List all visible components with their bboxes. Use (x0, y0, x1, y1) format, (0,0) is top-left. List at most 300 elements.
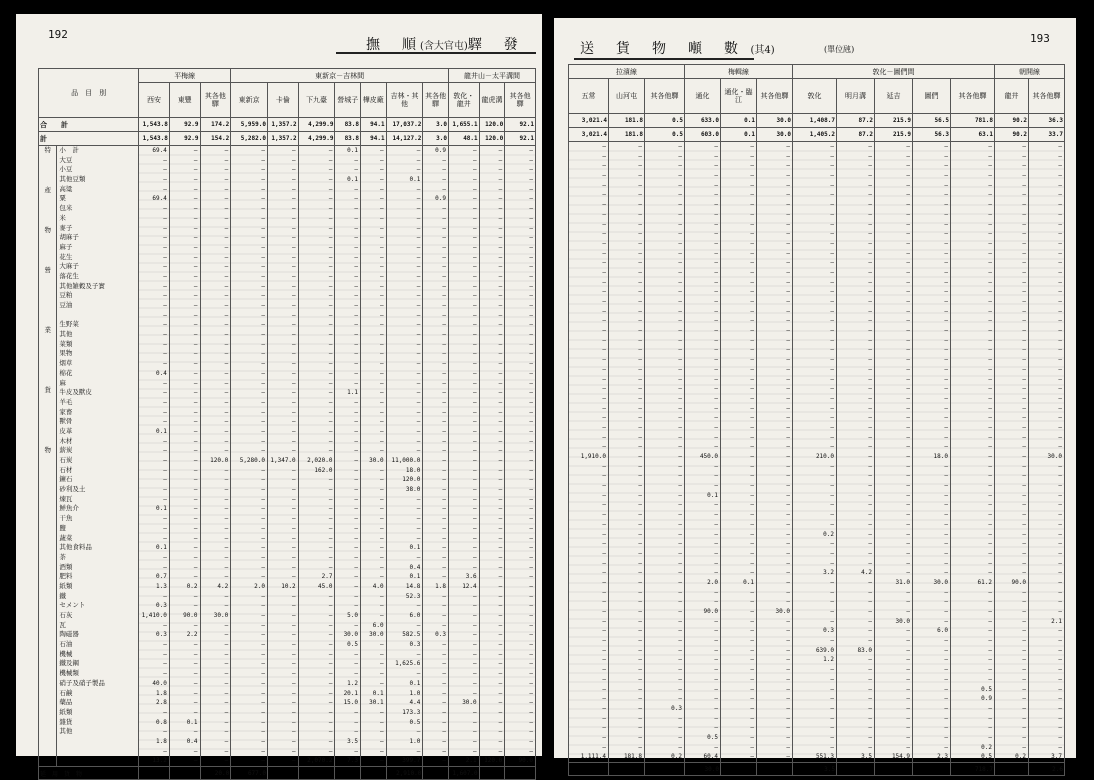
cell-value: — (988, 230, 992, 238)
cell-value: — (868, 520, 872, 528)
column-header: 圖們 (913, 79, 951, 114)
cell-value: — (944, 239, 948, 247)
cell-value: — (416, 253, 421, 261)
cell-value: — (714, 482, 718, 490)
cell-value: — (678, 549, 682, 557)
cell-value: 30.0 (369, 457, 384, 464)
item-label: 藥品 (59, 698, 73, 707)
cell-value: — (638, 482, 642, 490)
cell-value: — (750, 181, 754, 189)
cell-value: — (868, 201, 872, 209)
column-header: 樺皮廠 (361, 83, 387, 118)
cell-value: — (261, 679, 265, 687)
cell-value: — (498, 340, 503, 348)
cell-value: — (602, 569, 606, 577)
cell-value: — (988, 220, 992, 228)
cell-value: — (830, 365, 834, 373)
cell-value: 1.0 (409, 689, 421, 697)
cell-value: — (906, 365, 910, 373)
cell-value: — (1022, 249, 1026, 257)
cell-value: — (1022, 191, 1026, 199)
cell-value: — (714, 598, 718, 606)
cell-value: — (354, 747, 359, 755)
cell-value: — (163, 302, 167, 309)
cell-value: — (678, 394, 682, 402)
cell-value: 4,299.9 (298, 132, 335, 146)
cell-value: — (292, 166, 296, 174)
cell-value: — (678, 530, 682, 538)
cell-value: — (163, 592, 167, 600)
cell-value: — (163, 292, 167, 300)
cell-value: — (292, 398, 296, 406)
cell-value: 120.0 (479, 118, 505, 132)
cell-value: — (498, 243, 503, 251)
cell-value: — (261, 350, 265, 358)
cell-value: — (678, 181, 682, 189)
cell-value: — (944, 191, 948, 199)
cell-value: — (678, 501, 682, 509)
cell-value: 92.9 (169, 132, 200, 146)
cell-value: — (1022, 201, 1026, 209)
cell-value: — (714, 239, 718, 247)
cell-value: 1.8 (156, 737, 167, 745)
cell-value: — (638, 152, 642, 160)
cell-value: — (1022, 220, 1026, 228)
cell-value: — (292, 427, 296, 435)
title-main: 送 貨 物 噸 數 (580, 41, 742, 57)
cell-value: — (224, 757, 229, 765)
cell-value: — (602, 530, 606, 538)
cell-value: — (714, 356, 718, 364)
column-header: 延吉 (875, 79, 913, 114)
cell-value: 31.0 (895, 578, 910, 586)
cell-value: — (193, 331, 198, 339)
cell-value: 6.0 (409, 612, 421, 619)
cell-value (995, 763, 1029, 776)
cell-value: 0.5 (645, 128, 685, 142)
cell-value: 30.0 (462, 699, 477, 707)
cell-value: — (224, 718, 229, 726)
cell-value: 1,405.2 (793, 128, 837, 142)
cell-value: — (473, 747, 477, 755)
cell-value: — (442, 544, 446, 552)
cell-value: 90.0 (518, 757, 533, 765)
cell-value: — (529, 263, 533, 271)
cell-value: — (830, 201, 834, 209)
cell-value: — (638, 298, 642, 305)
cell-value: — (379, 176, 384, 184)
column-header: 敦化・龍井 (448, 83, 479, 118)
cell-value: — (1058, 220, 1062, 228)
cell-value: — (602, 423, 606, 431)
cell-value: 83.8 (335, 132, 361, 146)
cell-value: — (1022, 627, 1026, 635)
cell-value: — (906, 375, 910, 383)
cell-value: — (678, 608, 682, 615)
cell-value: 7.3 (347, 757, 359, 765)
cell-value: — (261, 505, 265, 513)
cell-value: 2,070.2 (307, 757, 333, 765)
cell-value: — (1058, 181, 1062, 189)
item-label: 果物 (59, 349, 73, 358)
cell-value: — (193, 670, 198, 678)
cell-value: — (224, 563, 229, 571)
cell-value: — (988, 172, 992, 180)
cell-value: 0.2 (823, 530, 834, 538)
cell-value: — (1022, 540, 1026, 548)
cell-value: — (529, 147, 533, 154)
cell-value: — (473, 505, 477, 513)
cell-value: — (498, 350, 503, 358)
cell-value: — (529, 592, 533, 600)
cell-value (875, 763, 913, 776)
cell-value: — (944, 365, 948, 373)
cell-value: — (292, 737, 296, 745)
cell-value: — (224, 505, 229, 513)
cell-value: 3.5 (347, 737, 359, 745)
cell-value: — (498, 476, 503, 484)
cell-value: — (1022, 656, 1026, 664)
cell-value: — (1058, 143, 1062, 150)
cell-value: — (416, 379, 421, 387)
cell-value: — (261, 515, 265, 523)
cell-value: — (786, 520, 790, 528)
cell-value: — (786, 540, 790, 548)
cell-value: — (379, 282, 384, 290)
cell-value: — (868, 327, 872, 335)
cell-value: — (442, 660, 446, 668)
cell-value: — (1022, 724, 1026, 732)
cell-value: — (379, 553, 384, 561)
item-label: 石油 (59, 640, 73, 649)
cell-value: — (442, 466, 446, 474)
cell-value: — (830, 714, 834, 722)
cell-value: — (602, 656, 606, 664)
cell-value: — (224, 205, 229, 213)
cell-value: — (163, 747, 167, 755)
cell-value: — (830, 356, 834, 364)
cell-value: — (442, 524, 446, 532)
cell-value: 92.9 (169, 118, 200, 132)
cell-value: — (292, 631, 296, 639)
cell-value: — (750, 162, 754, 170)
column-header: 其各他驛 (951, 79, 995, 114)
cell-value: — (529, 602, 533, 610)
cell-value: — (163, 476, 167, 484)
cell-value: — (786, 549, 790, 557)
cell-value: — (261, 757, 265, 765)
cell-value: — (1022, 375, 1026, 383)
cell-value: — (750, 152, 754, 160)
cell-value: — (602, 549, 606, 557)
cell-value: — (602, 230, 606, 238)
cell-value: — (379, 408, 384, 416)
cell-value: — (292, 592, 296, 600)
column-header: 其各他驛 (1029, 79, 1065, 114)
cell-value: — (750, 569, 754, 577)
cell-value: — (261, 147, 265, 154)
cell-value: — (988, 472, 992, 480)
cell-value: — (354, 321, 359, 329)
cell-value: — (602, 375, 606, 383)
cell-value: — (442, 350, 446, 358)
cell-value: — (354, 602, 359, 610)
cell-value (335, 767, 361, 780)
cell-value: — (416, 243, 421, 251)
cell-value: — (678, 482, 682, 490)
cell-value: — (193, 311, 198, 319)
cell-value: — (714, 162, 718, 170)
cell-value: 0.1 (156, 505, 167, 513)
cell-value: — (830, 317, 834, 325)
cell-value: 154.2 (200, 132, 231, 146)
cell-value: — (379, 263, 384, 271)
cell-value: — (379, 234, 384, 242)
item-label: 落花生 (59, 271, 79, 280)
cell-value: — (714, 201, 718, 209)
cell-value: — (638, 239, 642, 247)
cell-value: — (988, 239, 992, 247)
cell-value: — (944, 336, 948, 344)
cell-value: 215.9 (875, 128, 913, 142)
cell-value: — (714, 259, 718, 267)
page-number-right: 193 (1030, 32, 1050, 45)
cell-value: — (830, 549, 834, 557)
data-column (793, 142, 837, 763)
cell-value: — (988, 675, 992, 683)
cell-value: 30.0 (933, 578, 948, 586)
cell-value: — (328, 398, 333, 406)
cell-value: — (498, 592, 503, 600)
cell-value: — (529, 418, 533, 426)
cell-value: 30.0 (757, 128, 793, 142)
cell-value: — (786, 152, 790, 160)
cell-value: 3.2 (823, 569, 834, 577)
cell-value: — (750, 230, 754, 238)
cell-value: 1.8 (435, 582, 446, 590)
cell-value: — (328, 437, 333, 445)
cell-value: — (786, 666, 790, 674)
cell-value: — (1022, 743, 1026, 751)
cell-value: — (830, 491, 834, 499)
column-header: 吉林・其他 (386, 83, 423, 118)
cell-value: — (602, 617, 606, 625)
cell-value: — (944, 298, 948, 305)
cell-value: — (163, 350, 167, 358)
cell-value: — (416, 621, 421, 629)
cell-value: — (529, 476, 533, 484)
cell-value: — (473, 679, 477, 687)
cell-value: — (602, 472, 606, 480)
cell-value: — (750, 201, 754, 209)
cell-value: — (224, 631, 229, 639)
cell-value: — (328, 505, 333, 513)
cell-value: — (750, 666, 754, 674)
cell-value: — (224, 621, 229, 629)
cell-value: — (163, 379, 167, 387)
cell-value: — (442, 505, 446, 513)
cell-value: 633.0 (685, 114, 721, 128)
cell-value: — (1022, 453, 1026, 460)
cell-value: — (786, 617, 790, 625)
cell-value: — (328, 641, 333, 649)
cell-value: 0.3 (823, 627, 834, 635)
cell-value: — (442, 340, 446, 348)
cell-value: — (193, 544, 198, 552)
cell-value: — (529, 505, 533, 513)
cell-value: 181.8 (609, 114, 645, 128)
cell-value: — (678, 578, 682, 586)
cell-value: 173.3 (402, 708, 421, 716)
cell-value: — (678, 210, 682, 218)
cell-value: — (1058, 608, 1062, 615)
cell-value: — (1058, 375, 1062, 383)
cell-value: — (193, 563, 198, 571)
cell-value: 30.1 (369, 699, 384, 707)
cell-value: — (498, 466, 503, 474)
cell-value: — (442, 679, 446, 687)
cell-value: — (1058, 675, 1062, 683)
cell-value: — (529, 544, 533, 552)
cell-value: — (714, 143, 718, 150)
cell-value: — (944, 540, 948, 548)
cell-value: — (379, 641, 384, 649)
cell-value: 30.0 (343, 631, 359, 639)
cell-value: 40.0 (152, 679, 167, 687)
cell-value: — (328, 243, 333, 251)
cell-value: — (328, 263, 333, 271)
item-label: 其他 (59, 330, 73, 339)
cell-value: — (354, 263, 359, 271)
cell-value: — (868, 704, 872, 712)
item-label: 其他豆類 (59, 175, 86, 184)
cell-value: — (473, 544, 477, 552)
cell-value: — (193, 476, 198, 484)
cell-value: — (163, 243, 167, 251)
cell-value: — (906, 210, 910, 218)
cell-value: — (163, 282, 167, 290)
cell-value: — (786, 578, 790, 586)
cell-value: — (868, 530, 872, 538)
data-column (685, 142, 721, 763)
group-header: 梅輯線 (685, 65, 793, 79)
cell-value: — (750, 414, 754, 422)
cell-value: — (868, 714, 872, 722)
cell-value: — (1058, 394, 1062, 402)
cell-value: — (473, 156, 477, 164)
cell-value: — (868, 307, 872, 315)
cell-value: — (442, 389, 446, 397)
column-header: 龍虎溝 (479, 83, 505, 118)
cell-value: — (638, 549, 642, 557)
cell-value: 60.4 (703, 753, 718, 761)
cell-value: — (714, 307, 718, 315)
cell-value: — (328, 670, 333, 678)
cell-value: — (193, 495, 198, 503)
group-header: 朝開線 (995, 65, 1065, 79)
cell-value: 1,357.2 (268, 132, 299, 146)
row-label: 合 計 (39, 118, 139, 132)
cell-value: — (473, 689, 477, 697)
cell-value: — (328, 389, 333, 397)
cell-value: 450.0 (699, 453, 718, 460)
column-header: 其各他驛 (645, 79, 685, 114)
cell-value: — (498, 679, 503, 687)
cell-value: — (529, 563, 533, 571)
cell-value: — (714, 685, 718, 693)
cell-value: 1,543.8 (139, 118, 170, 132)
cell-value: — (602, 346, 606, 354)
item-label: 鐵 (59, 591, 66, 600)
cell-value: — (328, 369, 333, 377)
cell-value: 3.0 (423, 118, 449, 132)
cell-value: — (988, 530, 992, 538)
cell-value: — (602, 172, 606, 180)
cell-value: 1,347.0 (270, 457, 296, 464)
cell-value: — (193, 389, 198, 397)
cell-value: — (1058, 414, 1062, 422)
cell-value: — (416, 234, 421, 242)
cell-value: — (678, 433, 682, 441)
cell-value: 603.0 (685, 128, 721, 142)
cell-value: 0.1 (743, 578, 754, 586)
cell-value: — (830, 501, 834, 509)
cell-value: — (498, 515, 503, 523)
cell-value: — (1022, 433, 1026, 441)
cell-value: — (714, 433, 718, 441)
cell-value: 4.2 (217, 582, 229, 590)
cell-value: — (906, 394, 910, 402)
cell-value: 18.0 (405, 466, 421, 474)
cell-value: — (714, 268, 718, 276)
cell-value: 90.0 (1011, 578, 1026, 586)
cell-value: — (602, 482, 606, 490)
cell-value: — (261, 670, 265, 678)
item-label: 棉花 (59, 368, 73, 377)
cell-value: — (830, 743, 834, 751)
cell-value: — (498, 302, 503, 309)
cell-value: 92.1 (505, 118, 536, 132)
cell-value: — (163, 156, 167, 164)
cell-value: — (498, 505, 503, 513)
cell-value: — (830, 540, 834, 548)
cell-value: — (379, 302, 384, 309)
cell-value: — (1022, 307, 1026, 315)
cell-value: — (868, 433, 872, 441)
cell-value: 0.9 (435, 147, 446, 154)
cell-value: — (163, 650, 167, 658)
item-label: 胡麻子 (59, 233, 79, 242)
cell-value: — (224, 553, 229, 561)
group-header: 龍井山－太平溝間 (448, 69, 535, 83)
cell-value: — (678, 443, 682, 451)
cell-value: — (830, 675, 834, 683)
cell-value (569, 763, 609, 776)
cell-value: 3,021.4 (569, 114, 609, 128)
cell-value: — (750, 482, 754, 490)
cell-value: 0.3 (156, 602, 167, 610)
cell-value: — (714, 646, 718, 654)
cell-value: — (714, 298, 718, 305)
cell-value: — (379, 573, 384, 581)
cell-value: — (261, 737, 265, 745)
cell-value: — (830, 210, 834, 218)
cell-value: — (473, 389, 477, 397)
cell-value: — (529, 166, 533, 174)
cell-value: 0.1 (409, 573, 421, 581)
cell-value: 5,280.0 (239, 457, 265, 464)
cell-value: — (786, 559, 790, 567)
